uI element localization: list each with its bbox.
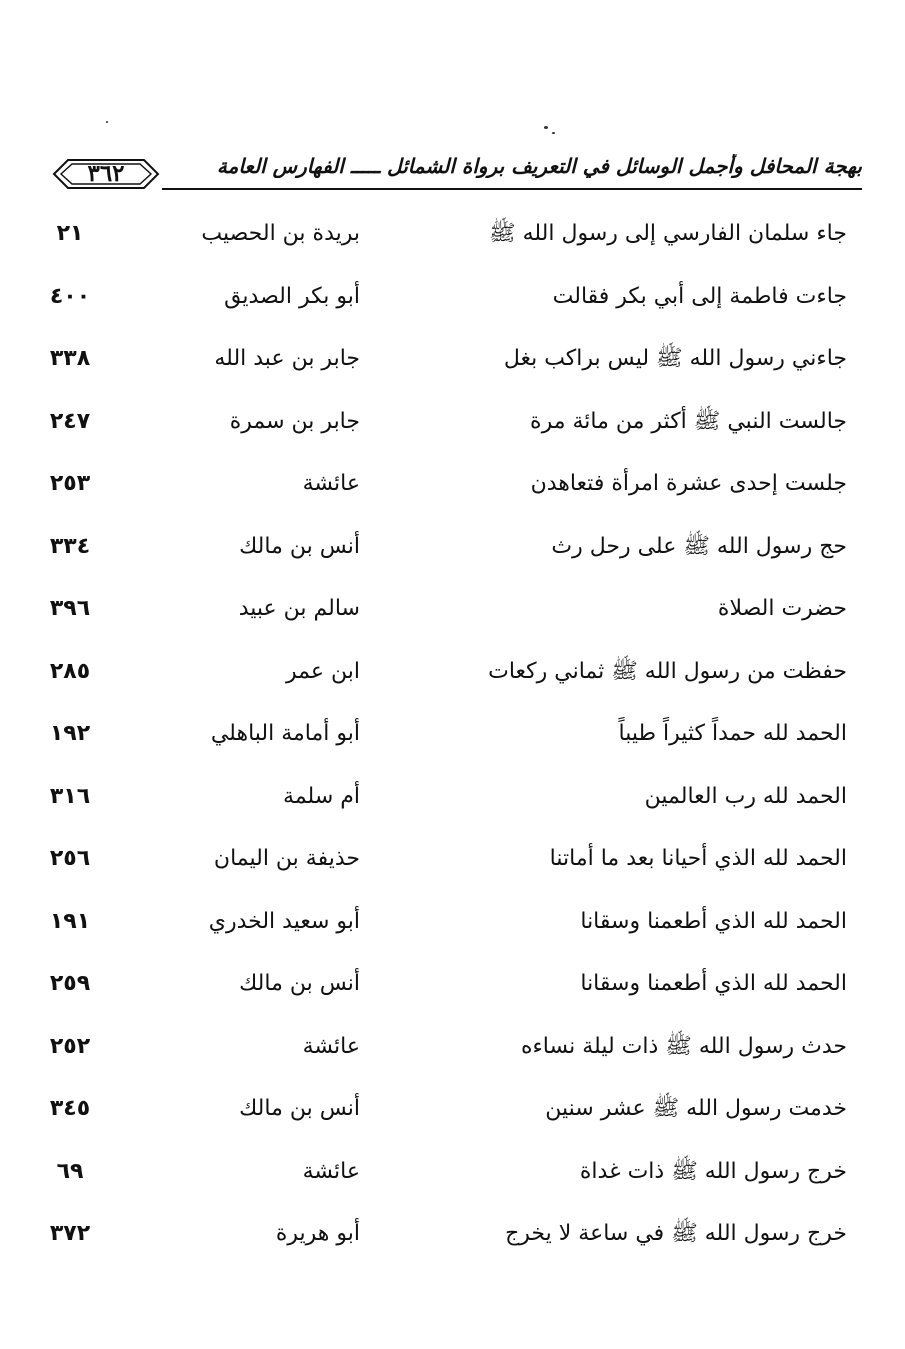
header-title: بهجة المحافل وأجمل الوسائل في التعريف برواة الشمائل ـــــ الفهارس العامة xyxy=(216,154,862,178)
hadith-text: جاءني رسول الله ﷺ ليس براكب بغل xyxy=(503,346,847,371)
hadith-text: خرج رسول الله ﷺ ذات غداة xyxy=(579,1158,847,1184)
narrator-name: أم سلمة xyxy=(283,783,360,809)
hadith-text: حدث رسول الله ﷺ ذات ليلة نساءه xyxy=(520,1033,847,1059)
hadith-text: جالست النبي ﷺ أكثر من مائة مرة xyxy=(530,408,847,434)
page-ref: ٣١٦ xyxy=(49,783,91,809)
hadith-text: الحمد لله الذي أطعمنا وسقانا xyxy=(580,908,847,934)
index-row xyxy=(0,1018,905,1081)
page-number: ٣٦٢ xyxy=(87,160,125,187)
narrator-name: عائشة xyxy=(302,1033,360,1059)
hadith-text: حج رسول الله ﷺ على رحل رث xyxy=(551,533,847,559)
hadith-text: خدمت رسول الله ﷺ عشر سنين xyxy=(545,1096,847,1121)
index-row xyxy=(0,643,905,706)
index-row xyxy=(0,893,905,956)
hadith-text: جلست إحدى عشرة امرأة فتعاهدن xyxy=(530,471,847,496)
hadith-text: حضرت الصلاة xyxy=(717,596,847,621)
index-row xyxy=(0,518,905,581)
page-ref: ٢٨٥ xyxy=(49,658,91,684)
narrator-name: أنس بن مالك xyxy=(239,971,360,996)
index-row xyxy=(0,455,905,518)
page-ref: ٢٥٦ xyxy=(49,846,91,871)
index-row xyxy=(0,955,905,1018)
hadith-text: الحمد لله الذي أطعمنا وسقانا xyxy=(580,971,847,996)
page-ref: ٣٤٥ xyxy=(49,1096,91,1121)
page-ref: ٢٥٣ xyxy=(49,471,91,496)
narrator-name: أبو هريرة xyxy=(275,1221,360,1246)
page-ref: ٤٠٠ xyxy=(49,283,91,309)
scan-speck xyxy=(544,126,548,129)
page-ref: ٢١ xyxy=(56,221,84,246)
page-number-badge xyxy=(50,154,162,194)
index-row xyxy=(0,580,905,643)
page-ref: ٣٣٤ xyxy=(49,533,91,559)
narrator-name: أبو بكر الصديق xyxy=(224,283,360,309)
index-row xyxy=(0,768,905,831)
index-row xyxy=(0,1205,905,1268)
index-row xyxy=(0,393,905,456)
narrator-name: عائشة xyxy=(302,1158,360,1184)
page-ref: ٦٩ xyxy=(56,1158,84,1184)
narrator-name: بريدة بن الحصيب xyxy=(201,221,360,246)
scan-speck xyxy=(552,132,555,134)
index-row xyxy=(0,1080,905,1143)
narrator-name: أنس بن مالك xyxy=(239,1096,360,1121)
narrator-name: سالم بن عبيد xyxy=(238,596,360,621)
header-rule xyxy=(162,188,862,190)
narrator-name: عائشة xyxy=(302,471,360,496)
page-ref: ٢٥٩ xyxy=(49,971,91,996)
hadith-text: الحمد لله حمداً كثيراً طيباً xyxy=(618,721,847,746)
page-ref: ٣٩٦ xyxy=(49,596,91,621)
page-ref: ٣٧٢ xyxy=(49,1221,91,1246)
scan-speck xyxy=(106,121,108,123)
page-ref: ٢٥٢ xyxy=(49,1033,91,1059)
index-row xyxy=(0,268,905,331)
page-ref: ٣٣٨ xyxy=(49,346,91,371)
index-row xyxy=(0,1143,905,1206)
index-row xyxy=(0,830,905,893)
narrator-name: أنس بن مالك xyxy=(239,533,360,559)
index-row xyxy=(0,205,905,268)
narrator-name: جابر بن سمرة xyxy=(229,408,360,434)
narrator-name: ابن عمر xyxy=(286,658,360,684)
hadith-text: خرج رسول الله ﷺ في ساعة لا يخرج xyxy=(505,1221,847,1246)
index-row xyxy=(0,330,905,393)
page-ref: ١٩١ xyxy=(49,908,91,934)
narrator-name: أبو سعيد الخدري xyxy=(208,908,360,934)
narrator-name: جابر بن عبد الله xyxy=(214,346,360,371)
page-ref: ٢٤٧ xyxy=(49,408,91,434)
hadith-text: جاءت فاطمة إلى أبي بكر فقالت xyxy=(552,283,847,309)
hadith-text: جاء سلمان الفارسي إلى رسول الله ﷺ xyxy=(489,221,847,246)
hadith-text: الحمد لله رب العالمين xyxy=(644,783,847,809)
narrator-name: حذيفة بن اليمان xyxy=(213,846,360,871)
hadith-text: حفظت من رسول الله ﷺ ثماني ركعات xyxy=(488,658,847,684)
running-header xyxy=(50,148,862,200)
page-ref: ١٩٢ xyxy=(49,721,91,746)
index-row xyxy=(0,705,905,768)
narrator-name: أبو أمامة الباهلي xyxy=(210,721,360,746)
hadith-text: الحمد لله الذي أحيانا بعد ما أماتنا xyxy=(549,846,847,871)
index-list xyxy=(0,205,905,1268)
